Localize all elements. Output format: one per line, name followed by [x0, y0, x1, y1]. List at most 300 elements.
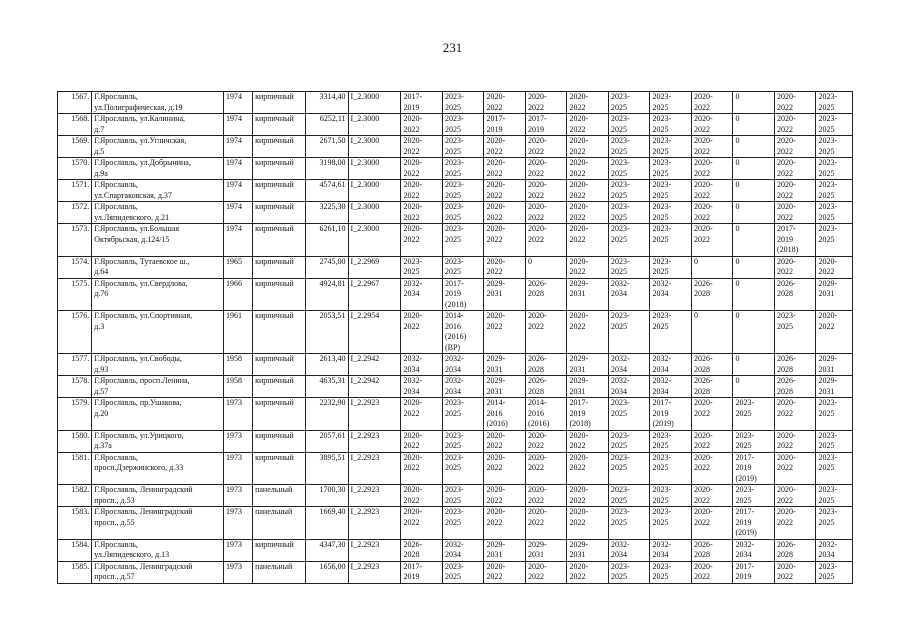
period-9-cell: 2032- 2034 [733, 539, 775, 561]
period-11-cell: 2020- 2022 [816, 256, 853, 278]
period-6-cell: 2023- 2025 [608, 92, 650, 114]
period-7-cell: 2023- 2025 [650, 485, 692, 507]
year-built-cell: 1973 [224, 398, 253, 431]
address-cell: Г.Ярославль, ул.Добрынина, д.9а [92, 158, 224, 180]
period-4-cell: 2020- 2022 [525, 180, 567, 202]
period-8-cell: 2020- 2022 [691, 485, 733, 507]
period-11-cell: 2023- 2025 [816, 561, 853, 583]
period-8-cell: 2020- 2022 [691, 561, 733, 583]
row-number-cell: 1567. [58, 92, 92, 114]
code-cell: I_2.3000 [348, 136, 401, 158]
period-8-cell: 0 [691, 311, 733, 354]
period-10-cell: 2020- 2022 [774, 485, 816, 507]
period-6-cell: 2023- 2025 [608, 311, 650, 354]
period-6-cell: 2023- 2025 [608, 158, 650, 180]
period-5-cell: 2020- 2022 [567, 136, 609, 158]
address-cell: Г.Ярославль, ул.Большая Октябрьская, д.124/15 [92, 224, 224, 257]
period-6-cell: 2023- 2025 [608, 485, 650, 507]
period-4-cell: 2026- 2028 [525, 354, 567, 376]
period-3-cell: 2020- 2022 [484, 136, 526, 158]
period-5-cell: 2020- 2022 [567, 158, 609, 180]
wall-material-cell: кирпичный [253, 158, 306, 180]
period-2-cell: 2023- 2025 [442, 158, 484, 180]
code-cell: I_2.2954 [348, 311, 401, 354]
period-7-cell: 2023- 2025 [650, 92, 692, 114]
wall-material-cell: кирпичный [253, 539, 306, 561]
period-8-cell: 2020- 2022 [691, 180, 733, 202]
period-5-cell: 2017- 2019 (2018) [567, 398, 609, 431]
period-7-cell: 2032- 2034 [650, 376, 692, 398]
period-6-cell: 2023- 2025 [608, 398, 650, 431]
housing-repair-table [57, 91, 853, 584]
period-9-cell: 0 [733, 311, 775, 354]
table-row [58, 507, 853, 540]
wall-material-cell: кирпичный [253, 180, 306, 202]
period-5-cell: 2029- 2031 [567, 278, 609, 311]
period-3-cell: 2020- 2022 [484, 311, 526, 354]
wall-material-cell: панельный [253, 561, 306, 583]
row-number-cell: 1572. [58, 202, 92, 224]
period-8-cell: 2020- 2022 [691, 114, 733, 136]
period-9-cell: 0 [733, 180, 775, 202]
period-8-cell: 2020- 2022 [691, 202, 733, 224]
period-1-cell: 2020- 2022 [401, 311, 443, 354]
row-number-cell: 1580. [58, 430, 92, 452]
period-10-cell: 2020- 2022 [774, 136, 816, 158]
period-10-cell: 2017- 2019 (2018) [774, 224, 816, 257]
period-1-cell: 2020- 2022 [401, 398, 443, 431]
year-built-cell: 1973 [224, 507, 253, 540]
page-number: 231 [442, 40, 463, 55]
area-cell: 3895,51 [306, 452, 349, 485]
code-cell: I_2.2923 [348, 398, 401, 431]
period-3-cell: 2017- 2019 [484, 114, 526, 136]
period-2-cell: 2023- 2025 [442, 485, 484, 507]
period-6-cell: 2023- 2025 [608, 180, 650, 202]
period-7-cell: 2023- 2025 [650, 202, 692, 224]
period-10-cell: 2020- 2022 [774, 180, 816, 202]
period-4-cell: 2020- 2022 [525, 224, 567, 257]
period-8-cell: 2026- 2028 [691, 354, 733, 376]
period-4-cell: 2026- 2028 [525, 376, 567, 398]
period-10-cell: 2020- 2022 [774, 114, 816, 136]
period-1-cell: 2020- 2022 [401, 158, 443, 180]
table-row [58, 180, 853, 202]
period-4-cell: 2020- 2022 [525, 452, 567, 485]
period-3-cell: 2020- 2022 [484, 452, 526, 485]
period-8-cell: 2020- 2022 [691, 224, 733, 257]
code-cell: I_2.3000 [348, 114, 401, 136]
period-7-cell: 2023- 2025 [650, 158, 692, 180]
period-2-cell: 2023- 2025 [442, 224, 484, 257]
period-10-cell: 2020- 2022 [774, 430, 816, 452]
period-1-cell: 2032- 2034 [401, 376, 443, 398]
period-10-cell: 2020- 2022 [774, 507, 816, 540]
period-11-cell: 2023- 2025 [816, 507, 853, 540]
period-9-cell: 0 [733, 354, 775, 376]
period-3-cell: 2020- 2022 [484, 202, 526, 224]
code-cell: I_2.2969 [348, 256, 401, 278]
period-10-cell: 2020- 2022 [774, 158, 816, 180]
period-2-cell: 2023- 2025 [442, 180, 484, 202]
year-built-cell: 1958 [224, 376, 253, 398]
table-row [58, 158, 853, 180]
address-cell: Г.Ярославль, ул.Спартаковская, д.37 [92, 180, 224, 202]
code-cell: I_2.2942 [348, 354, 401, 376]
period-10-cell: 2020- 2022 [774, 202, 816, 224]
period-1-cell: 2020- 2022 [401, 224, 443, 257]
row-number-cell: 1577. [58, 354, 92, 376]
period-1-cell: 2020- 2022 [401, 180, 443, 202]
period-11-cell: 2023- 2025 [816, 398, 853, 431]
area-cell: 2053,51 [306, 311, 349, 354]
period-4-cell: 0 [525, 256, 567, 278]
wall-material-cell: кирпичный [253, 202, 306, 224]
area-cell: 2671,50 [306, 136, 349, 158]
period-6-cell: 2023- 2025 [608, 507, 650, 540]
period-11-cell: 2023- 2025 [816, 136, 853, 158]
area-cell: 2613,40 [306, 354, 349, 376]
code-cell: I_2.2923 [348, 485, 401, 507]
period-4-cell: 2020- 2022 [525, 202, 567, 224]
period-5-cell: 2020- 2022 [567, 180, 609, 202]
period-5-cell: 2020- 2022 [567, 224, 609, 257]
period-11-cell: 2023- 2025 [816, 202, 853, 224]
period-9-cell: 0 [733, 202, 775, 224]
period-2-cell: 2023- 2025 [442, 92, 484, 114]
code-cell: I_2.3000 [348, 180, 401, 202]
code-cell: I_2.2923 [348, 539, 401, 561]
period-5-cell: 2020- 2022 [567, 485, 609, 507]
year-built-cell: 1965 [224, 256, 253, 278]
address-cell: Г.Ярославль, просп.Дзержинского, д.33 [92, 452, 224, 485]
period-2-cell: 2023- 2025 [442, 256, 484, 278]
wall-material-cell: кирпичный [253, 136, 306, 158]
row-number-cell: 1581. [58, 452, 92, 485]
period-6-cell: 2023- 2025 [608, 452, 650, 485]
period-4-cell: 2020- 2022 [525, 430, 567, 452]
area-cell: 6261,10 [306, 224, 349, 257]
period-8-cell: 2026- 2028 [691, 278, 733, 311]
address-cell: Г.Ярославль, ул.Спортивная, д.3 [92, 311, 224, 354]
period-3-cell: 2020- 2022 [484, 92, 526, 114]
period-7-cell: 2032- 2034 [650, 278, 692, 311]
table-row [58, 136, 853, 158]
table-row [58, 354, 853, 376]
period-9-cell: 0 [733, 158, 775, 180]
period-1-cell: 2026- 2028 [401, 539, 443, 561]
area-cell: 3314,40 [306, 92, 349, 114]
period-5-cell: 2029- 2031 [567, 354, 609, 376]
period-6-cell: 2023- 2025 [608, 430, 650, 452]
year-built-cell: 1973 [224, 485, 253, 507]
period-10-cell: 2020- 2022 [774, 452, 816, 485]
row-number-cell: 1578. [58, 376, 92, 398]
period-7-cell: 2032- 2034 [650, 539, 692, 561]
row-number-cell: 1574. [58, 256, 92, 278]
code-cell: I_2.2923 [348, 430, 401, 452]
area-cell: 1669,40 [306, 507, 349, 540]
period-3-cell: 2029- 2031 [484, 376, 526, 398]
period-4-cell: 2020- 2022 [525, 136, 567, 158]
period-10-cell: 2026- 2028 [774, 354, 816, 376]
period-3-cell: 2020- 2022 [484, 561, 526, 583]
period-1-cell: 2023- 2025 [401, 256, 443, 278]
period-4-cell: 2020- 2022 [525, 561, 567, 583]
row-number-cell: 1570. [58, 158, 92, 180]
wall-material-cell: кирпичный [253, 224, 306, 257]
area-cell: 4347,30 [306, 539, 349, 561]
area-cell: 4924,81 [306, 278, 349, 311]
area-cell: 4635,31 [306, 376, 349, 398]
wall-material-cell: панельный [253, 485, 306, 507]
address-cell: Г.Ярославль, ул.Калинина, д.7 [92, 114, 224, 136]
code-cell: I_2.2923 [348, 452, 401, 485]
period-5-cell: 2020- 2022 [567, 114, 609, 136]
period-3-cell: 2014- 2016 (2016) [484, 398, 526, 431]
period-1-cell: 2032- 2034 [401, 354, 443, 376]
row-number-cell: 1575. [58, 278, 92, 311]
period-2-cell: 2023- 2025 [442, 507, 484, 540]
year-built-cell: 1974 [224, 114, 253, 136]
table-row [58, 430, 853, 452]
table-row [58, 452, 853, 485]
period-7-cell: 2023- 2025 [650, 452, 692, 485]
table-row [58, 539, 853, 561]
period-11-cell: 2023- 2025 [816, 452, 853, 485]
period-10-cell: 2020- 2022 [774, 398, 816, 431]
address-cell: Г.Ярославль, ул.Ляпидевского, д.21 [92, 202, 224, 224]
period-7-cell: 2023- 2025 [650, 311, 692, 354]
wall-material-cell: кирпичный [253, 354, 306, 376]
period-10-cell: 2026- 2028 [774, 278, 816, 311]
area-cell: 6252,11 [306, 114, 349, 136]
period-4-cell: 2020- 2022 [525, 485, 567, 507]
period-1-cell: 2020- 2022 [401, 452, 443, 485]
period-5-cell: 2020- 2022 [567, 256, 609, 278]
year-built-cell: 1974 [224, 202, 253, 224]
row-number-cell: 1579. [58, 398, 92, 431]
period-9-cell: 0 [733, 224, 775, 257]
area-cell: 2745,00 [306, 256, 349, 278]
address-cell: Г.Ярославль, пр.Ушакова, д.20 [92, 398, 224, 431]
period-7-cell: 2032- 2034 [650, 354, 692, 376]
code-cell: I_2.3000 [348, 224, 401, 257]
wall-material-cell: кирпичный [253, 311, 306, 354]
period-6-cell: 2032- 2034 [608, 278, 650, 311]
period-11-cell: 2029- 2031 [816, 376, 853, 398]
code-cell: I_2.2942 [348, 376, 401, 398]
table-row [58, 278, 853, 311]
row-number-cell: 1585. [58, 561, 92, 583]
period-3-cell: 2020- 2022 [484, 507, 526, 540]
period-9-cell: 2017- 2019 (2019) [733, 452, 775, 485]
period-8-cell: 2020- 2022 [691, 158, 733, 180]
wall-material-cell: кирпичный [253, 452, 306, 485]
period-10-cell: 2020- 2022 [774, 561, 816, 583]
period-7-cell: 2023- 2025 [650, 136, 692, 158]
period-5-cell: 2020- 2022 [567, 202, 609, 224]
code-cell: I_2.3000 [348, 158, 401, 180]
wall-material-cell: панельный [253, 507, 306, 540]
address-cell: Г.Ярославль, Ленинградский просп., д.53 [92, 485, 224, 507]
code-cell: I_2.2923 [348, 561, 401, 583]
period-4-cell: 2020- 2022 [525, 507, 567, 540]
wall-material-cell: кирпичный [253, 256, 306, 278]
table-row [58, 398, 853, 431]
year-built-cell: 1974 [224, 136, 253, 158]
period-4-cell: 2017- 2019 [525, 114, 567, 136]
period-8-cell: 2020- 2022 [691, 92, 733, 114]
period-2-cell: 2014- 2016 (2016) (ВР) [442, 311, 484, 354]
period-8-cell: 2026- 2028 [691, 539, 733, 561]
period-3-cell: 2029- 2031 [484, 354, 526, 376]
period-4-cell: 2029- 2031 [525, 539, 567, 561]
year-built-cell: 1973 [224, 539, 253, 561]
period-6-cell: 2023- 2025 [608, 256, 650, 278]
period-9-cell: 0 [733, 92, 775, 114]
period-8-cell: 0 [691, 256, 733, 278]
row-number-cell: 1576. [58, 311, 92, 354]
period-7-cell: 2023- 2025 [650, 561, 692, 583]
period-10-cell: 2020- 2022 [774, 256, 816, 278]
period-3-cell: 2020- 2022 [484, 430, 526, 452]
period-2-cell: 2023- 2025 [442, 561, 484, 583]
area-cell: 2057,61 [306, 430, 349, 452]
period-2-cell: 2023- 2025 [442, 430, 484, 452]
table-row [58, 92, 853, 114]
address-cell: Г.Ярославль, Ленинградский просп., д.57 [92, 561, 224, 583]
address-cell: Г.Ярославль, ул.Свердлова, д.76 [92, 278, 224, 311]
wall-material-cell: кирпичный [253, 278, 306, 311]
period-1-cell: 2020- 2022 [401, 136, 443, 158]
year-built-cell: 1958 [224, 354, 253, 376]
period-6-cell: 2023- 2025 [608, 136, 650, 158]
period-5-cell: 2020- 2022 [567, 311, 609, 354]
row-number-cell: 1582. [58, 485, 92, 507]
area-cell: 4574,61 [306, 180, 349, 202]
period-11-cell: 2029- 2031 [816, 278, 853, 311]
period-1-cell: 2020- 2022 [401, 202, 443, 224]
period-6-cell: 2023- 2025 [608, 114, 650, 136]
period-7-cell: 2023- 2025 [650, 507, 692, 540]
wall-material-cell: кирпичный [253, 430, 306, 452]
area-cell: 3225,30 [306, 202, 349, 224]
period-6-cell: 2023- 2025 [608, 202, 650, 224]
table-row [58, 311, 853, 354]
area-cell: 1700,30 [306, 485, 349, 507]
period-10-cell: 2026- 2028 [774, 539, 816, 561]
code-cell: I_2.2967 [348, 278, 401, 311]
period-5-cell: 2029- 2031 [567, 539, 609, 561]
table-row [58, 114, 853, 136]
period-5-cell: 2029- 2031 [567, 376, 609, 398]
period-3-cell: 2020- 2022 [484, 158, 526, 180]
year-built-cell: 1973 [224, 561, 253, 583]
period-2-cell: 2023- 2025 [442, 398, 484, 431]
period-6-cell: 2023- 2025 [608, 224, 650, 257]
table-row [58, 485, 853, 507]
period-9-cell: 2017- 2019 (2019) [733, 507, 775, 540]
period-3-cell: 2029- 2031 [484, 539, 526, 561]
year-built-cell: 1973 [224, 430, 253, 452]
area-cell: 2232,90 [306, 398, 349, 431]
period-7-cell: 2023- 2025 [650, 256, 692, 278]
period-8-cell: 2020- 2022 [691, 398, 733, 431]
period-9-cell: 0 [733, 136, 775, 158]
address-cell: Г.Ярославль, просп.Ленина, д.57 [92, 376, 224, 398]
period-8-cell: 2020- 2022 [691, 136, 733, 158]
period-7-cell: 2023- 2025 [650, 224, 692, 257]
period-6-cell: 2032- 2034 [608, 376, 650, 398]
period-1-cell: 2020- 2022 [401, 114, 443, 136]
address-cell: Г.Ярославль, Тутаевское ш., д.64 [92, 256, 224, 278]
period-3-cell: 2020- 2022 [484, 224, 526, 257]
period-9-cell: 2023- 2025 [733, 485, 775, 507]
period-1-cell: 2032- 2034 [401, 278, 443, 311]
period-4-cell: 2020- 2022 [525, 158, 567, 180]
period-4-cell: 2020- 2022 [525, 311, 567, 354]
period-8-cell: 2020- 2022 [691, 507, 733, 540]
period-7-cell: 2017- 2019 (2019) [650, 398, 692, 431]
period-9-cell: 0 [733, 376, 775, 398]
period-9-cell: 2023- 2025 [733, 430, 775, 452]
period-7-cell: 2023- 2025 [650, 430, 692, 452]
period-6-cell: 2032- 2034 [608, 354, 650, 376]
year-built-cell: 1966 [224, 278, 253, 311]
year-built-cell: 1974 [224, 224, 253, 257]
address-cell: Г.Ярославль, ул.Свободы, д.93 [92, 354, 224, 376]
period-2-cell: 2023- 2025 [442, 136, 484, 158]
address-cell: Г.Ярославль, Ленинградский просп., д.55 [92, 507, 224, 540]
period-6-cell: 2023- 2025 [608, 561, 650, 583]
period-5-cell: 2020- 2022 [567, 561, 609, 583]
period-8-cell: 2026- 2028 [691, 376, 733, 398]
year-built-cell: 1961 [224, 311, 253, 354]
code-cell: I_2.3000 [348, 92, 401, 114]
period-1-cell: 2020- 2022 [401, 507, 443, 540]
row-number-cell: 1583. [58, 507, 92, 540]
period-7-cell: 2023- 2025 [650, 180, 692, 202]
address-cell: Г.Ярославль, ул.Урицкого, д.37а [92, 430, 224, 452]
period-5-cell: 2020- 2022 [567, 92, 609, 114]
period-5-cell: 2020- 2022 [567, 430, 609, 452]
period-11-cell: 2032- 2034 [816, 539, 853, 561]
period-11-cell: 2023- 2025 [816, 430, 853, 452]
period-9-cell: 2017- 2019 [733, 561, 775, 583]
row-number-cell: 1568. [58, 114, 92, 136]
address-cell: Г.Ярославль, ул.Полиграфическая, д.19 [92, 92, 224, 114]
period-1-cell: 2020- 2022 [401, 485, 443, 507]
period-1-cell: 2017- 2019 [401, 561, 443, 583]
area-cell: 1656,00 [306, 561, 349, 583]
wall-material-cell: кирпичный [253, 398, 306, 431]
table-row [58, 256, 853, 278]
period-7-cell: 2023- 2025 [650, 114, 692, 136]
wall-material-cell: кирпичный [253, 376, 306, 398]
period-2-cell: 2017- 2019 (2018) [442, 278, 484, 311]
period-10-cell: 2020- 2022 [774, 92, 816, 114]
period-4-cell: 2026- 2028 [525, 278, 567, 311]
period-8-cell: 2020- 2022 [691, 452, 733, 485]
table-row [58, 561, 853, 583]
period-9-cell: 0 [733, 114, 775, 136]
period-11-cell: 2023- 2025 [816, 114, 853, 136]
row-number-cell: 1569. [58, 136, 92, 158]
period-1-cell: 2017- 2019 [401, 92, 443, 114]
wall-material-cell: кирпичный [253, 114, 306, 136]
period-9-cell: 0 [733, 278, 775, 311]
